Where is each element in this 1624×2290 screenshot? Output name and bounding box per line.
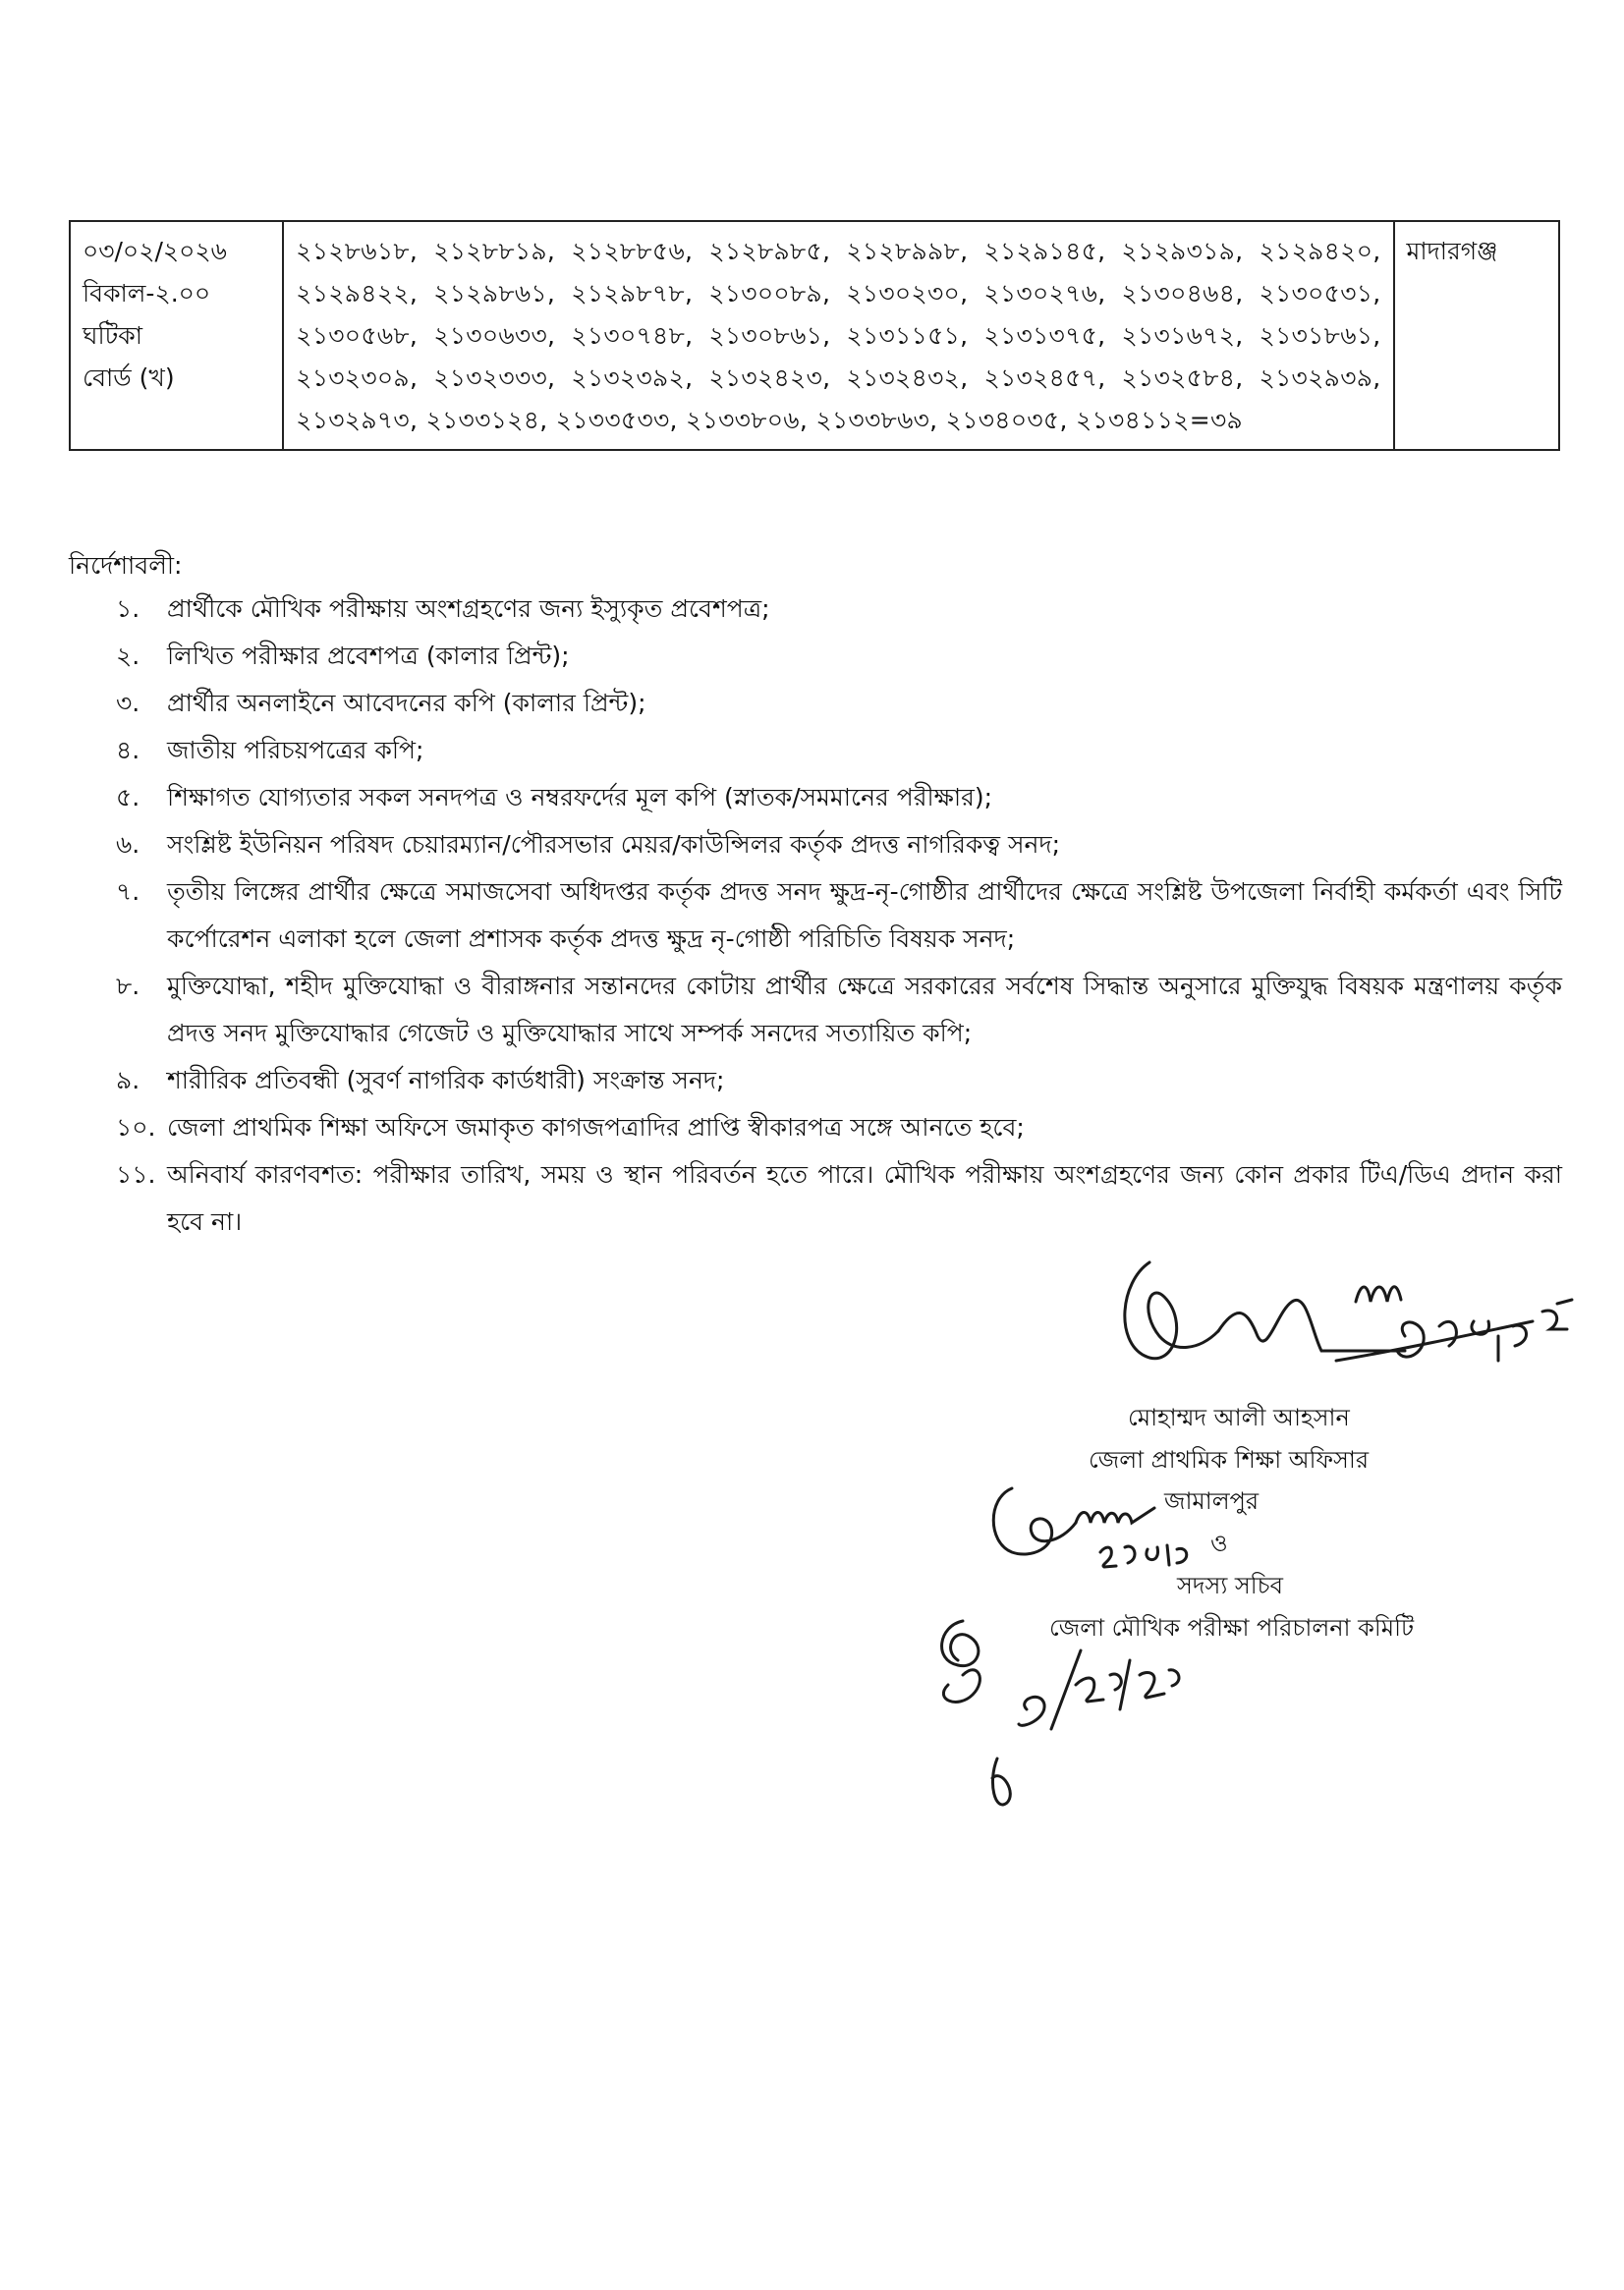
list-item — [69, 821, 1562, 868]
item-number: ১. — [116, 594, 140, 623]
signatory-name: মোহাম্মদ আলী আহসান — [1128, 1404, 1350, 1431]
signatory-district: জামালপুর — [1164, 1487, 1260, 1515]
item-number: ১০. — [116, 1113, 156, 1142]
list-item — [69, 963, 1562, 1057]
signatory-designation: জেলা প্রাথমিক শিক্ষা অফিসার — [1089, 1446, 1370, 1474]
signatory-role: সদস্য সচিব — [1177, 1572, 1283, 1599]
exam-time-unit: ঘটিকা — [83, 321, 142, 350]
item-number: ৬. — [116, 830, 140, 859]
signatory-conjunction: ও — [1210, 1530, 1228, 1557]
exam-board: বোর্ড (খ) — [83, 363, 175, 392]
list-item — [69, 1057, 1562, 1104]
item-text: জেলা প্রাথমিক শিক্ষা অফিসে জমাকৃত কাগজপত্রাদির প্রাপ্তি স্বীকারপত্র সঙ্গে আনতে হবে; — [167, 1113, 1025, 1142]
item-text: মুক্তিযোদ্ধা, শহীদ মুক্তিযোদ্ধা ও বীরাঙ্গনার সন্তানদের কোটায় প্রার্থীর ক্ষেত্রে সরকারের সর্বশেষ সিদ্ধান্ত অনুসারে মুক্তিযুদ্ধ বিষয়ক মন্ত্রণালয় কর্তৃক প্রদত্ত সনদ মুক্তিযোদ্ধার গেজেট ও মুক্তিযোদ্ধার সাথে সম্পর্ক সনদের সত্যায়িত কপি; — [167, 972, 1562, 1047]
secretary-signature — [982, 1469, 1248, 1577]
venue-cell: মাদারগঞ্জ — [1394, 221, 1559, 450]
table-row — [70, 221, 1559, 450]
list-item — [69, 1151, 1562, 1246]
item-number: ১১. — [116, 1160, 156, 1189]
list-item — [69, 680, 1562, 727]
item-number: ৩. — [116, 689, 140, 717]
officer-signature — [1110, 1243, 1582, 1390]
committee-signature — [919, 1592, 1233, 1827]
item-number: ২. — [116, 642, 140, 670]
item-text: অনিবার্য কারণবশত: পরীক্ষার তারিখ, সময় ও স্থান পরিবর্তন হতে পারে। মৌখিক পরীক্ষায় অংশগ্রহণের জন্য কোন প্রকার টিএ/ডিএ প্রদান করা হবে না। — [167, 1160, 1562, 1236]
list-item — [69, 1104, 1562, 1151]
item-text: লিখিত পরীক্ষার প্রবেশপত্র (কালার প্রিন্ট); — [167, 642, 570, 670]
item-number: ৪. — [116, 736, 140, 764]
list-item — [69, 774, 1562, 821]
item-text: জাতীয় পরিচয়পত্রের কপি; — [167, 736, 424, 764]
list-item — [69, 633, 1562, 680]
item-number: ৭. — [116, 877, 140, 906]
list-item — [69, 586, 1562, 633]
item-text: প্রার্থীর অনলাইনে আবেদনের কপি (কালার প্রিন্ট); — [167, 689, 646, 717]
roll-numbers-cell: ২১২৮৬১৮, ২১২৮৮১৯, ২১২৮৮৫৬, ২১২৮৯৮৫, ২১২৮৯৯৮, ২১২৯১৪৫, ২১২৯৩১৯, ২১২৯৪২০, ২১২৯৪২২, ২১২৯৮৬১, ২১২৯৮৭৮, ২১৩০০৮৯, ২১৩০২৩০, ২১৩০২৭৬, ২১৩০৪৬৪, ২১৩০৫৩১, ২১৩০৫৬৮, ২১৩০৬৩৩, ২১৩০৭৪৮, ২১৩০৮৬১, ২১৩১১৫১, ২১৩১৩৭৫, ২১৩১৬৭২, ২১৩১৮৬১, ২১৩২৩০৯, ২১৩২৩৩৩, ২১৩২৩৯২, ২১৩২৪২৩, ২১৩২৪৩২, ২১৩২৪৫৭, ২১৩২৫৮৪, ২১৩২৯৩৯, ২১৩২৯৭৩, ২১৩৩১২৪, ২১৩৩৫৩৩, ২১৩৩৮০৬, ২১৩৩৮৬৩, ২১৩৪০৩৫, ২১৩৪১১২=৩৯ — [283, 221, 1393, 450]
instructions-heading: নির্দেশাবলী: — [69, 551, 183, 580]
item-number: ৮. — [116, 972, 140, 1000]
exam-schedule-table — [69, 220, 1560, 451]
item-text: শিক্ষাগত যোগ্যতার সকল সনদপত্র ও নম্বরফর্দের মূল কপি (স্নাতক/সমমানের পরীক্ষার); — [167, 783, 993, 811]
item-text: তৃতীয় লিঙ্গের প্রার্থীর ক্ষেত্রে সমাজসেবা অধিদপ্তর কর্তৃক প্রদত্ত সনদ ক্ষুদ্র-নৃ-গোষ্ঠীর প্রার্থীদের ক্ষেত্রে সংশ্লিষ্ট উপজেলা নির্বাহী কর্মকর্তা এবং সিটি কর্পোরেশন এলাকা হলে জেলা প্রশাসক কর্তৃক প্রদত্ত ক্ষুদ্র নৃ-গোষ্ঠী পরিচিতি বিষয়ক সনদ; — [167, 877, 1562, 953]
exam-time: বিকাল-২.০০ — [83, 279, 211, 307]
list-item — [69, 727, 1562, 774]
list-item — [69, 868, 1562, 963]
item-number: ৯. — [116, 1066, 140, 1094]
item-text: সংশ্লিষ্ট ইউনিয়ন পরিষদ চেয়ারম্যান/পৌরসভার মেয়র/কাউন্সিলর কর্তৃক প্রদত্ত নাগরিকত্ব সনদ; — [167, 830, 1061, 859]
exam-date: ০৩/০২/২০২৬ — [83, 237, 227, 265]
item-number: ৫. — [116, 783, 140, 811]
committee-name: জেলা মৌখিক পরীক্ষা পরিচালনা কমিটি — [1049, 1614, 1415, 1642]
item-text: প্রার্থীকে মৌখিক পরীক্ষায় অংশগ্রহণের জন্য ইস্যুকৃত প্রবেশপত্র; — [167, 594, 770, 623]
item-text: শারীরিক প্রতিবন্ধী (সুবর্ণ নাগরিক কার্ডধারী) সংক্রান্ত সনদ; — [167, 1066, 725, 1094]
date-time-cell — [70, 221, 283, 450]
instructions-list — [69, 586, 1562, 1246]
